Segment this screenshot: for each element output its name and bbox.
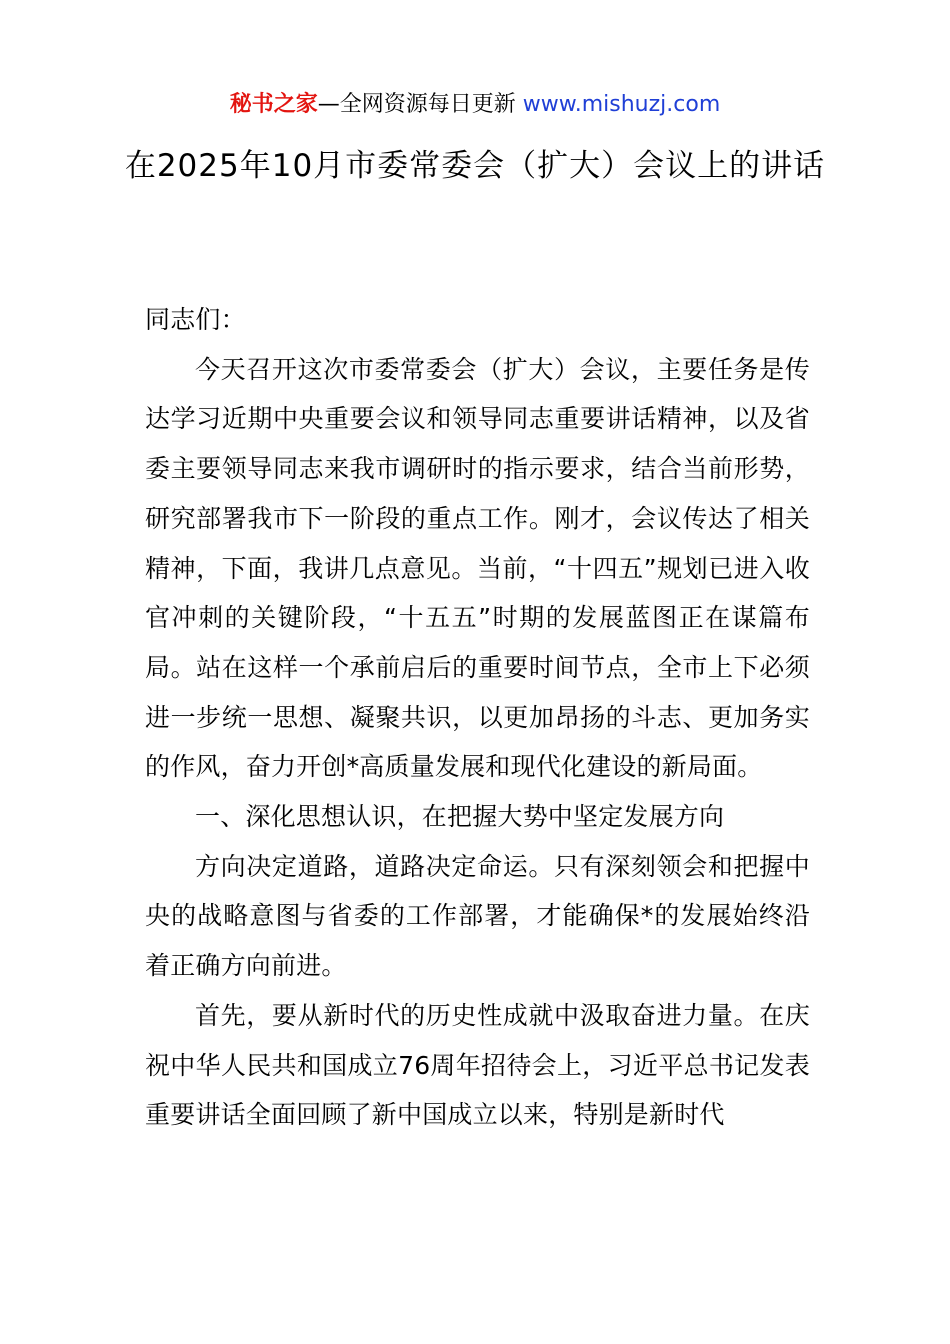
section-heading-1: 一、深化思想认识，在把握大势中坚定发展方向 [195,802,725,832]
header-tagline: —全网资源每日更新 [317,92,516,117]
document-body [145,295,810,1140]
site-header [0,88,950,122]
paragraph-first-point: 首先，要从新时代的历史性成就中汲取奋进力量。在庆祝中华人民共和国成立76周年招待会上，习近平总书记发表重要讲话全面回顾了新中国成立以来，特别是新时代 [145,1000,810,1130]
salutation: 同志们： [145,305,246,334]
paragraph-intro: 今天召开这次市委常委会（扩大）会议，主要任务是传达学习近期中央重要会议和领导同志重要讲话精神，以及省委主要领导同志来我市调研时的指示要求，结合当前形势，研究部署我市下一阶段的重点工作。刚才，会议传达了相关精神，下面，我讲几点意见。当前，“十四五”规划已进入收官冲刺的关键阶段，“十五五”时期的发展蓝图正在谋篇布局。站在这样一个承前启后的重要时间节点，全市上下必须进一步统一思想、凝聚共识，以更加昂扬的斗志、更加务实的作风，奋力开创*高质量发展和现代化建设的新局面。 [145,354,810,782]
site-url-link[interactable]: www.mishuzj.com [522,92,721,117]
brand-name: 秘书之家 [229,92,318,117]
paragraph-direction: 方向决定道路，道路决定命运。只有深刻领会和把握中央的战略意图与省委的工作部署，才能确保*的发展始终沿着正确方向前进。 [145,851,810,981]
document-title: 在2025年10月市委常委会（扩大）会议上的讲话 [124,148,826,184]
